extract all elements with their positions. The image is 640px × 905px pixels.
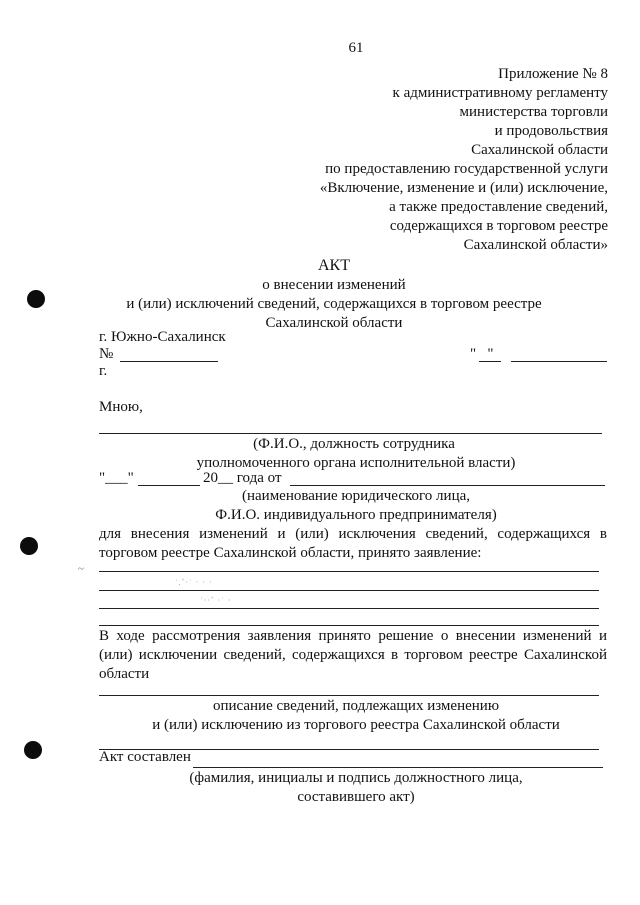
appendix-line: Сахалинской области: [471, 142, 608, 158]
scan-noise: ˙.˚·˙ · · ·: [175, 578, 213, 587]
application-line[interactable]: [99, 625, 599, 626]
appendix-line: министерства торговли: [459, 104, 608, 120]
year-part-label: 20__ года от: [203, 470, 282, 486]
decision-text: В ходе рассмотрения заявления принято решение о внесении изменений и (или) исключении сведений, содержащихся в торговом реестре Сахалинской области: [99, 628, 607, 682]
fio-caption-1: (Ф.И.О., должность сотрудника: [253, 436, 455, 452]
appendix-line: к административному регламенту: [392, 85, 608, 101]
appendix-line: и продовольствия: [494, 123, 608, 139]
by-me-label: Мною,: [99, 399, 143, 415]
appendix-line: «Включение, изменение и (или) исключение,: [319, 180, 608, 196]
scan-noise: ˙··˚ ·˙ ·: [200, 596, 232, 605]
date-month-blank[interactable]: [511, 361, 607, 362]
date-month-blank-2[interactable]: [138, 485, 200, 486]
title-line-1: о внесении изменений: [262, 277, 406, 293]
title-line-2: и (или) исключений сведений, содержащихся в торговом реестре: [126, 296, 542, 312]
appendix-line: по предоставлению государственной услуги: [325, 161, 608, 177]
appendix-line: содержащихся в торговом реестре: [389, 218, 608, 234]
entity-caption-2: Ф.И.О. индивидуального предпринимателя): [215, 507, 497, 523]
appendix-line: Приложение № 8: [498, 66, 608, 82]
punch-hole-middle: [20, 537, 38, 555]
compiled-by-label: Акт составлен: [99, 749, 191, 765]
date-prefix: "___": [99, 470, 134, 486]
appendix-block: [208, 65, 608, 255]
fio-blank-line[interactable]: [99, 433, 602, 434]
application-line[interactable]: [99, 571, 599, 572]
signature-caption-1: (фамилия, инициалы и подпись должностного лица,: [189, 770, 523, 786]
appendix-line: Сахалинской области»: [463, 237, 608, 253]
title-line-3: Сахалинской области: [265, 315, 403, 331]
scan-noise: ~: [78, 563, 85, 575]
entity-caption-1: (наименование юридического лица,: [241, 488, 471, 504]
year-label: г.: [99, 363, 108, 379]
entity-blank-line[interactable]: [290, 485, 605, 486]
fio-caption-2: уполномоченного органа исполнительной власти): [196, 455, 516, 471]
date-quotes: " ": [470, 346, 494, 362]
application-line[interactable]: [99, 590, 599, 591]
statement-text: для внесения изменений и (или) исключения сведений, содержащихся в торговом реестре Сахалинской области, принято заявление:: [99, 526, 607, 561]
application-line[interactable]: [99, 608, 599, 609]
city-label: г. Южно-Сахалинск: [99, 329, 226, 345]
appendix-line: а также предоставление сведений,: [389, 199, 608, 215]
description-caption-2: и (или) исключению из торгового реестра Сахалинской области: [152, 717, 560, 733]
signature-caption-2: составившего акт): [297, 789, 415, 805]
description-blank-line[interactable]: [99, 695, 599, 696]
document-title: АКТ: [318, 257, 350, 274]
signature-blank-line[interactable]: [193, 767, 603, 768]
description-caption-1: описание сведений, подлежащих изменению: [212, 698, 500, 714]
page-number: 61: [348, 40, 364, 56]
number-label: №: [99, 346, 114, 362]
date-day-blank[interactable]: [479, 361, 501, 362]
punch-hole-bottom: [24, 741, 42, 759]
number-blank-line[interactable]: [120, 361, 218, 362]
